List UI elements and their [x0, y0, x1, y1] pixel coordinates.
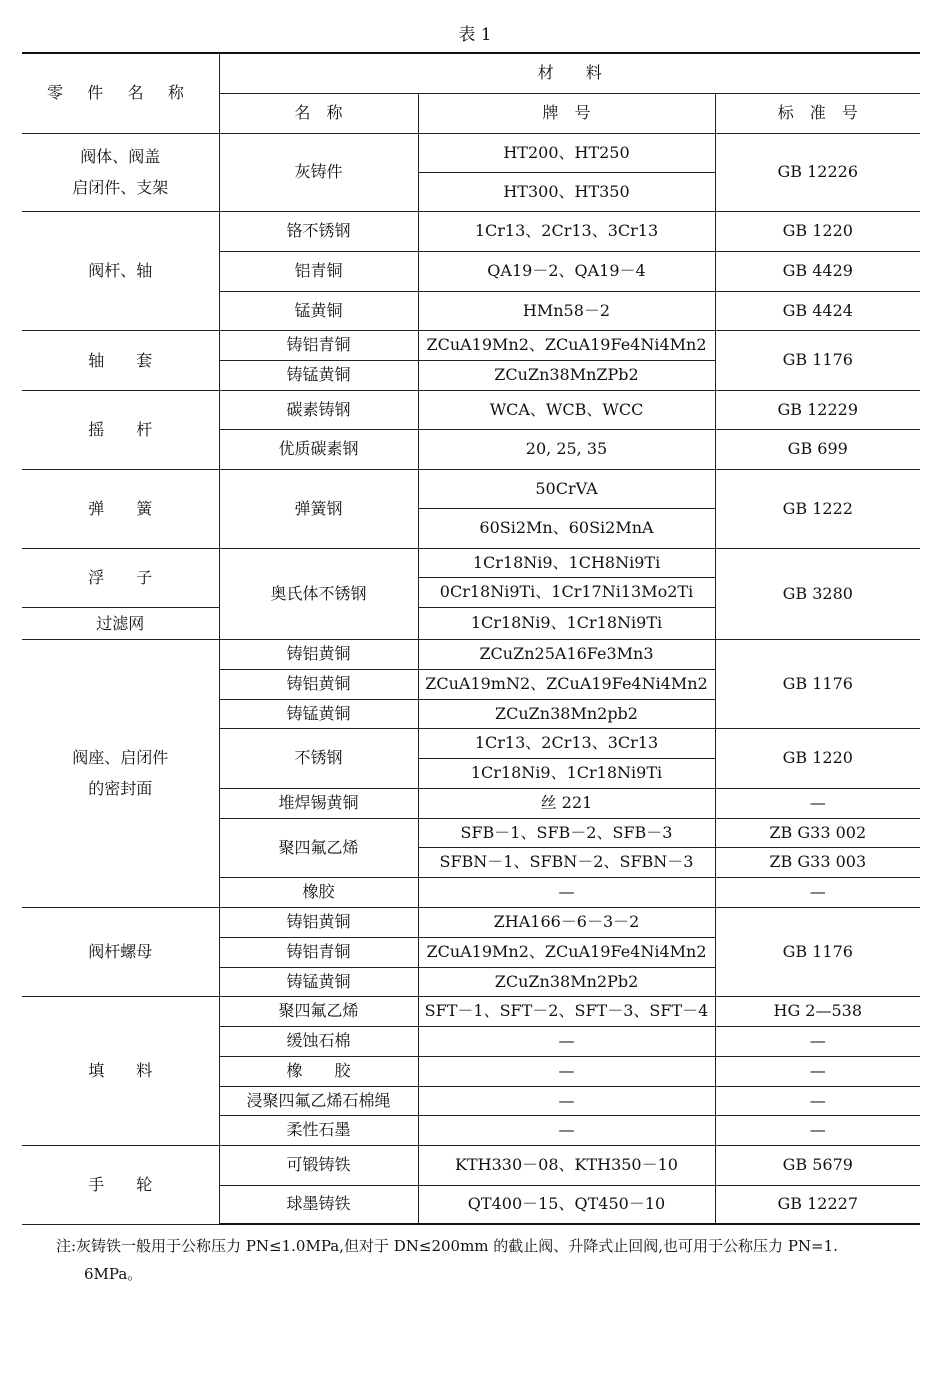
grade-cell: SFT－1、SFT－2、SFT－3、SFT－4 — [418, 996, 715, 1026]
grade-cell: HT200、HT250 — [418, 133, 715, 172]
material-name-cell: 铸铝青铜 — [219, 330, 418, 360]
materials-table-body — [22, 53, 920, 1224]
part-name-cell — [22, 469, 219, 548]
part-name-line: 填 料 — [88, 1061, 153, 1080]
material-name-cell: 浸聚四氟乙烯石棉绳 — [219, 1086, 418, 1115]
standard-number-cell: GB 12226 — [715, 133, 920, 211]
header-material: 材 料 — [219, 53, 920, 93]
header-standard: 标 准 号 — [715, 93, 920, 133]
part-name-line: 浮 子 — [88, 568, 153, 587]
material-name-cell: 橡胶 — [219, 877, 418, 907]
table-row — [22, 211, 920, 251]
material-name-cell: 铸锰黄铜 — [219, 699, 418, 728]
part-name-cell — [22, 907, 219, 996]
grade-cell: 丝 221 — [418, 788, 715, 818]
part-name-cell — [22, 639, 219, 907]
table-caption: 表 1 — [458, 25, 492, 45]
grade-cell: ZCuA19Mn2、ZCuA19Fe4Ni4Mn2 — [418, 330, 715, 360]
table-row — [22, 996, 920, 1026]
table-row — [22, 133, 920, 172]
grade-cell: WCA、WCB、WCC — [418, 390, 715, 429]
material-name-cell: 聚四氟乙烯 — [219, 818, 418, 877]
material-name-cell: 球墨铸铁 — [219, 1185, 418, 1224]
material-name-cell: 堆焊锡黄铜 — [219, 788, 418, 818]
material-name-cell: 奥氏体不锈钢 — [219, 548, 418, 639]
table-row — [22, 330, 920, 360]
grade-cell: 1Cr18Ni9、1CH8Ni9Ti — [418, 548, 715, 577]
materials-table — [22, 52, 920, 1225]
grade-cell: SFBN－1、SFBN－2、SFBN－3 — [418, 847, 715, 877]
grade-cell: ZCuA19Mn2、ZCuA19Fe4Ni4Mn2 — [418, 937, 715, 967]
part-name-cell — [22, 390, 219, 469]
header-grade: 牌 号 — [418, 93, 715, 133]
grade-cell: SFB－1、SFB－2、SFB－3 — [418, 818, 715, 847]
standard-number-cell: GB 3280 — [715, 548, 920, 639]
standard-number-cell: GB 12229 — [715, 390, 920, 429]
grade-cell: ZCuA19mN2、ZCuA19Fe4Ni4Mn2 — [418, 669, 715, 699]
table-row — [22, 390, 920, 429]
part-name-cell — [22, 330, 219, 390]
material-name-cell: 柔性石墨 — [219, 1115, 418, 1145]
footnote-line-1: 注:灰铸铁一般用于公称压力 PN≤1.0MPa,但对于 DN≤200mm 的截止阀、升降式止回阀,也可用于公称压力 PN=1. — [56, 1237, 838, 1255]
part-name-line: 的密封面 — [88, 779, 153, 798]
standard-number-cell: GB 5679 — [715, 1145, 920, 1185]
grade-cell: KTH330－08、KTH350－10 — [418, 1145, 715, 1185]
standard-number-cell: GB 4424 — [715, 291, 920, 330]
grade-cell: QA19－2、QA19－4 — [418, 251, 715, 291]
standard-number-cell: GB 1176 — [715, 330, 920, 390]
part-name-line: 过滤网 — [96, 613, 145, 633]
material-name-cell: 不锈钢 — [219, 728, 418, 788]
part-name-cell — [22, 607, 219, 639]
grade-cell: ZHA166－6－3－2 — [418, 907, 715, 937]
grade-cell: HMn58－2 — [418, 291, 715, 330]
grade-cell: ZCuZn25A16Fe3Mn3 — [418, 639, 715, 669]
grade-cell: 50CrVA — [418, 469, 715, 508]
standard-number-cell: GB 699 — [715, 429, 920, 469]
standard-number-cell: HG 2—538 — [715, 996, 920, 1026]
grade-cell: 20, 25, 35 — [418, 429, 715, 469]
standard-number-cell: GB 1220 — [715, 728, 920, 788]
standard-number-cell: — — [715, 1086, 920, 1115]
material-name-cell: 铝青铜 — [219, 251, 418, 291]
material-name-cell: 聚四氟乙烯 — [219, 996, 418, 1026]
grade-cell: — — [418, 877, 715, 907]
grade-cell: ZCuZn38Mn2pb2 — [418, 699, 715, 728]
grade-cell: ZCuZn38MnZPb2 — [418, 360, 715, 390]
part-name-line: 弹 簧 — [88, 499, 153, 518]
grade-cell: 60Si2Mn、60Si2MnA — [418, 508, 715, 548]
material-name-cell: 灰铸件 — [219, 133, 418, 211]
header-row-1 — [22, 53, 920, 93]
material-name-cell: 优质碳素钢 — [219, 429, 418, 469]
part-name-line: 阀体、阀盖 — [80, 147, 161, 166]
standard-number-cell: GB 1220 — [715, 211, 920, 251]
material-name-cell: 锰黄铜 — [219, 291, 418, 330]
grade-cell: 0Cr18Ni9Ti、1Cr17Ni13Mo2Ti — [418, 577, 715, 607]
part-name-line: 手 轮 — [88, 1175, 153, 1194]
part-name-line: 阀座、启闭件 — [72, 748, 169, 767]
part-name-line: 阀杆、轴 — [88, 261, 153, 280]
grade-cell: — — [418, 1115, 715, 1145]
material-name-cell: 可锻铸铁 — [219, 1145, 418, 1185]
material-name-cell: 铸锰黄铜 — [219, 360, 418, 390]
standard-number-cell: ZB G33 002 — [715, 818, 920, 847]
material-name-cell: 铸锰黄铜 — [219, 967, 418, 996]
part-name-line: 摇 杆 — [88, 420, 153, 439]
grade-cell: QT400－15、QT450－10 — [418, 1185, 715, 1224]
material-name-cell: 弹簧钢 — [219, 469, 418, 548]
grade-cell: 1Cr18Ni9、1Cr18Ni9Ti — [418, 607, 715, 639]
grade-cell: — — [418, 1086, 715, 1115]
material-name-cell: 铸铝黄铜 — [219, 669, 418, 699]
standard-number-cell: — — [715, 1056, 920, 1086]
standard-number-cell: — — [715, 877, 920, 907]
part-name-line: 启闭件、支架 — [72, 178, 169, 197]
table-row — [22, 907, 920, 937]
standard-number-cell: — — [715, 788, 920, 818]
grade-cell: HT300、HT350 — [418, 172, 715, 211]
standard-number-cell: GB 1176 — [715, 639, 920, 728]
material-name-cell: 铸铝黄铜 — [219, 639, 418, 669]
part-name-cell — [22, 996, 219, 1145]
table-row — [22, 469, 920, 508]
part-name-line: 轴 套 — [88, 350, 153, 370]
table-row — [22, 548, 920, 577]
grade-cell: 1Cr13、2Cr13、3Cr13 — [418, 728, 715, 758]
material-name-cell: 缓蚀石棉 — [219, 1026, 418, 1056]
table-row — [22, 1145, 920, 1185]
material-name-cell: 铸铝黄铜 — [219, 907, 418, 937]
standard-number-cell: GB 4429 — [715, 251, 920, 291]
material-name-cell: 碳素铸钢 — [219, 390, 418, 429]
grade-cell: ZCuZn38Mn2Pb2 — [418, 967, 715, 996]
table-row — [22, 639, 920, 669]
part-name-cell — [22, 548, 219, 607]
standard-number-cell: — — [715, 1115, 920, 1145]
part-name-cell — [22, 1145, 219, 1224]
part-name-cell — [22, 133, 219, 211]
material-name-cell: 橡 胶 — [219, 1056, 418, 1086]
material-name-cell: 铬不锈钢 — [219, 211, 418, 251]
standard-number-cell: GB 1176 — [715, 907, 920, 996]
standard-number-cell: GB 12227 — [715, 1185, 920, 1224]
grade-cell: 1Cr18Ni9、1Cr18Ni9Ti — [418, 758, 715, 788]
standard-number-cell: — — [715, 1026, 920, 1056]
grade-cell: 1Cr13、2Cr13、3Cr13 — [418, 211, 715, 251]
grade-cell: — — [418, 1056, 715, 1086]
standard-number-cell: ZB G33 003 — [715, 847, 920, 877]
footnote-line-2: 6MPa。 — [84, 1265, 143, 1283]
header-material-name: 名 称 — [219, 93, 418, 133]
table-footnote — [56, 1232, 922, 1288]
part-name-cell — [22, 211, 219, 330]
grade-cell: — — [418, 1026, 715, 1056]
part-name-line: 阀杆螺母 — [88, 942, 153, 961]
material-name-cell: 铸铝青铜 — [219, 937, 418, 967]
header-part-name: 零 件 名 称 — [22, 53, 219, 133]
standard-number-cell: GB 1222 — [715, 469, 920, 548]
